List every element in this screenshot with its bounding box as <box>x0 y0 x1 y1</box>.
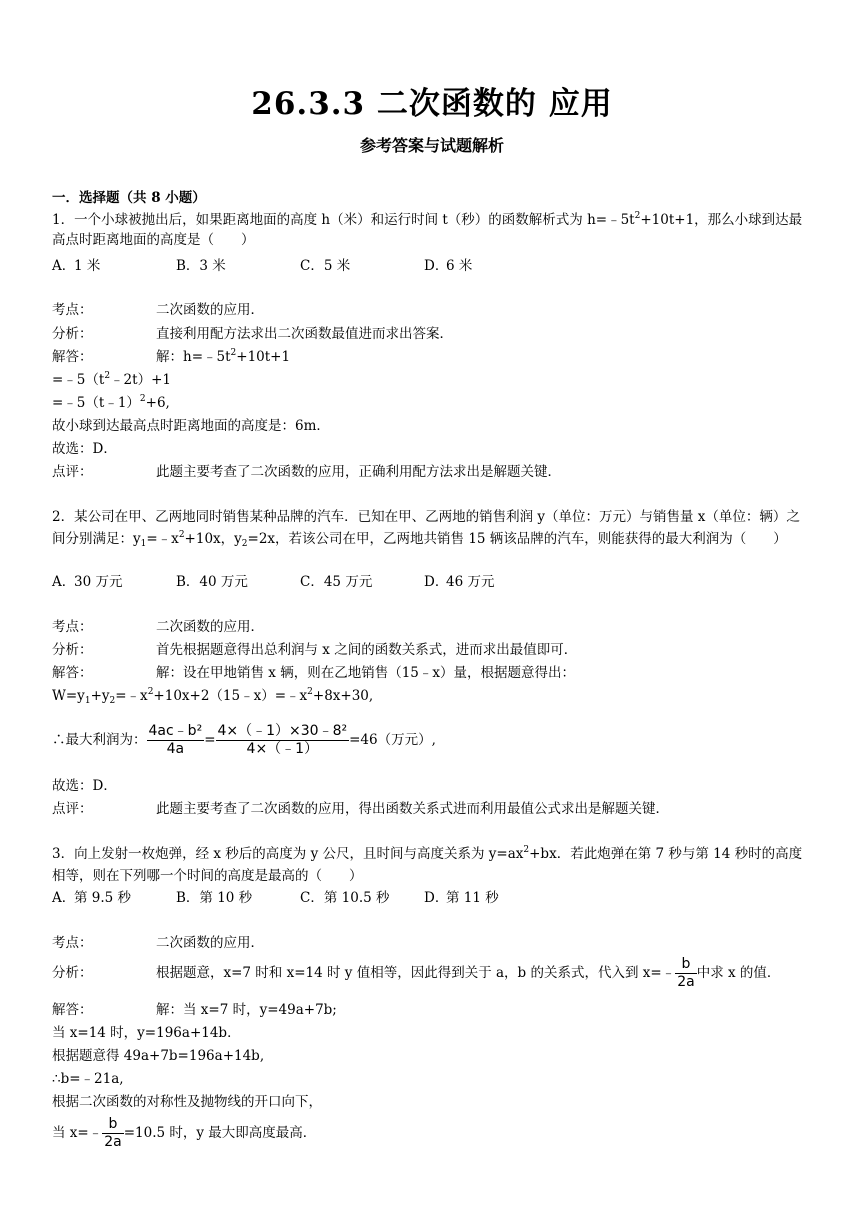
q3-option-c: 第 10.5 秒 <box>323 890 390 906</box>
q1-fenxi: 分析： 直接利用配方法求出二次函数最值进而求出答案． <box>52 326 453 342</box>
q1-option-b: 3 米 <box>199 258 226 274</box>
q1-step-2: $=﹣5(t^2﹣2t)+1$ <box>52 371 171 388</box>
q3-step-4: ∴b=﹣21a, <box>52 1071 124 1087</box>
q1-option-a: 1 米 <box>74 258 101 274</box>
q2-jieda: 解答： 解：设在甲地销售 x 辆，则在乙地销售（15﹣x）量，根据题意得出： <box>52 665 575 681</box>
q1-step-3: =﹣5（t﹣1）$^2$+6, <box>52 394 170 411</box>
q1-option-c: 5 米 <box>323 258 351 274</box>
q3-step-3: 根据题意得 49a+7b=196a+14b, <box>52 1048 265 1064</box>
page-subtitle: 参考答案与试题解析 <box>359 136 504 155</box>
q1-conclusion: 故小球到达最高点时距离地面的高度是：6m． <box>52 418 330 434</box>
page-title: 26.3.3 二次函数的 应用 <box>251 86 613 122</box>
q3-option-b: 第 10 秒 <box>199 890 253 906</box>
q1-jieda: 解答： 解：$h=﹣5t^2+10t+1$ <box>52 348 291 365</box>
q2-option-c: 45 万元 <box>323 574 373 590</box>
q2-max-profit: ∴最大利润为： $\frac{\text{4ac﹣b²}}{4a}$ = $\frac{\text{4×（﹣1）×30﹣8²}}{4\times(﹣1)}$ =46（万元）, <box>52 723 436 757</box>
q3-jieda: 解答： 解：当 x=7 时，y=49a+7b; <box>52 1002 337 1018</box>
q3-kaodian: 考点： 二次函数的应用． <box>52 935 264 951</box>
q2-option-d: 46 万元 <box>446 574 495 590</box>
q3-stem: 3．向上发射一枚炮弹，经 x 秒后的高度为 y 公尺，且时间与高度关系为 $y=ax^2+bx$．若此炮弹在第 7 秒与第 14 秒时的高度相等，则在下列哪一个时间的高度是最高的（ ） <box>52 845 803 884</box>
section-heading: 一．选择题（共 8 小题） <box>52 190 206 206</box>
q3-option-d: 第 11 秒 <box>446 890 499 906</box>
q1-options: A．1 米 B．3 米 C．5 米 D．6 米 <box>52 258 473 274</box>
q2-fenxi: 分析： 首先根据题意得出总利润与 x 之间的函数关系式，进而求出最值即可． <box>52 642 578 658</box>
q3-step-6: 当 x=﹣ $\frac{b}{2a}$ =10.5 时，y 最大即高度最高． <box>52 1116 317 1150</box>
q2-stem: 2．某公司在甲、乙两地同时销售某种品牌的汽车．已知在甲、乙两地的销售利润 y（单位：万元）与销售量 x（单位：辆）之间分别满足：$y_1=﹣x^2+10x$，$y_2=2x$，若该公司在甲，乙两地共销售 15 辆该品牌的汽车，则能获得的最大利润为（ ） <box>52 509 800 549</box>
q3-options: A．第 9.5 秒 B．第 10 秒 C．第 10.5 秒 D．第 11 秒 <box>52 890 499 906</box>
vertex-formula-fraction: $\frac{\text{4ac﹣b²}}{4a}$ <box>148 723 203 757</box>
q3-option-a: 第 9.5 秒 <box>74 890 132 906</box>
q1-option-d: 6 米 <box>446 258 473 274</box>
q1-choice: 故选：D． <box>52 441 117 457</box>
q1-kaodian: 考点： 二次函数的应用． <box>52 302 264 318</box>
q3-step-2: 当 x=14 时，y=196a+14b． <box>52 1025 241 1041</box>
q2-w-function: $W=y_1+y_2=﹣x^2+10x+2(15﹣x)=﹣x^2+8x+30$, <box>52 687 374 706</box>
q2-option-b: 40 万元 <box>199 574 248 590</box>
substituted-fraction: $\frac{\text{4×（﹣1）×30﹣8²}}{4\times(﹣1)}$ <box>217 723 348 757</box>
q1-stem: 1．一个小球被抛出后，如果距离地面的高度 h（米）和运行时间 t（秒）的函数解析式为 $h=﹣5t^2+10t+1$，那么小球到达最高点时距离地面的高度是（ ） <box>52 211 803 248</box>
vertex-x-fraction: $\frac{b}{2a}$ <box>104 1116 122 1150</box>
q2-kaodian: 考点： 二次函数的应用． <box>52 619 264 635</box>
q2-dianping: 点评： 此题主要考查了二次函数的应用，得出函数关系式进而利用最值公式求出是解题关键． <box>52 801 669 817</box>
q2-choice: 故选：D． <box>52 778 117 794</box>
axis-of-symmetry-fraction: $\frac{b}{2a}$ <box>677 956 695 990</box>
q1-dianping: 点评： 此题主要考查了二次函数的应用，正确利用配方法求出是解题关键． <box>52 464 561 480</box>
q3-step-5: 根据二次函数的对称性及抛物线的开口向下， <box>52 1094 322 1110</box>
q3-fenxi: 分析： 根据题意，x=7 时和 x=14 时 y 值相等，因此得到关于 a，b 的关系式，代入到 x=﹣ $\frac{b}{2a}$ 中求 x 的值． <box>52 956 781 990</box>
q2-options: A．30 万元 B．40 万元 C．45 万元 D．46 万元 <box>52 574 495 590</box>
q2-option-a: 30 万元 <box>74 574 123 590</box>
